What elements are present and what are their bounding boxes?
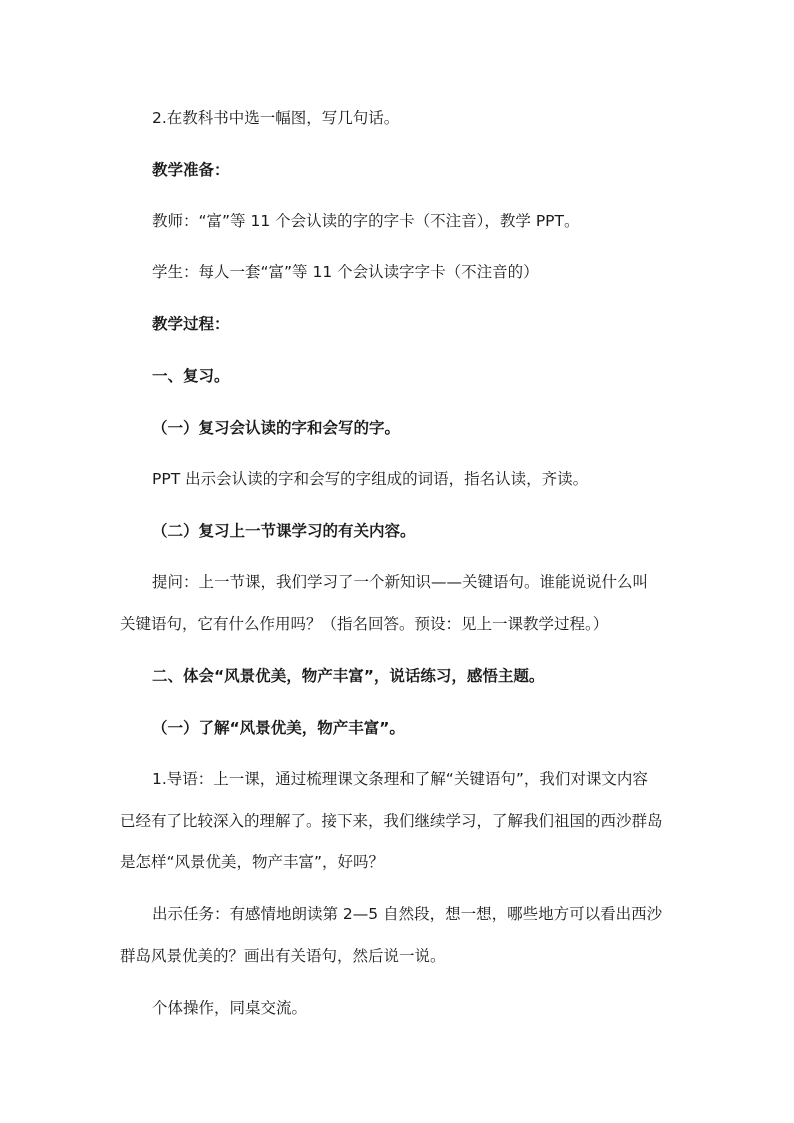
section-heading: 教学过程： (152, 315, 230, 333)
text-line: 2.在教科书中选一幅图，写几句话。 (152, 109, 400, 127)
section-heading: 一、复习。 (152, 367, 230, 385)
text-line: 1.导语：上一课，通过梳理课文条理和了解“关键语句”，我们对课文内容 (152, 770, 648, 788)
subsection-heading: （一）复习会认读的字和会写的字。 (152, 419, 401, 437)
text-line: 学生：每人一套“富”等 11 个会认读字字卡（不注音的） (152, 263, 539, 281)
section-heading: 教学准备： (152, 161, 230, 179)
text-line: 个体操作，同桌交流。 (152, 999, 308, 1017)
text-line: 关键语句，它有什么作用吗？（指名回答。预设：见上一课教学过程。） (120, 615, 609, 633)
text-line: PPT 出示会认读的字和会写的字组成的词语，指名认读，齐读。 (152, 470, 589, 488)
subsection-heading: （二）复习上一节课学习的有关内容。 (152, 522, 416, 540)
section-heading: 二、体会“风景优美，物产丰富”，说话练习，感悟主题。 (152, 667, 545, 685)
text-line: 是怎样“风景优美，物产丰富”，好吗？ (120, 853, 385, 871)
text-line: 提问：上一节课，我们学习了一个新知识——关键语句。谁能说说什么叫 (152, 573, 649, 591)
text-line: 教师：“富”等 11 个会认读的字的字卡（不注音），教学 PPT。 (152, 212, 580, 230)
subsection-heading: （一）了解“风景优美，物产丰富”。 (152, 719, 405, 737)
text-line: 群岛风景优美的？画出有关语句，然后说一说。 (120, 947, 446, 965)
text-line: 已经有了比较深入的理解了。接下来，我们继续学习，了解我们祖国的西沙群岛 (120, 812, 663, 830)
text-line: 出示任务：有感情地朗读第 2—5 自然段，想一想，哪些地方可以看出西沙 (152, 905, 663, 923)
